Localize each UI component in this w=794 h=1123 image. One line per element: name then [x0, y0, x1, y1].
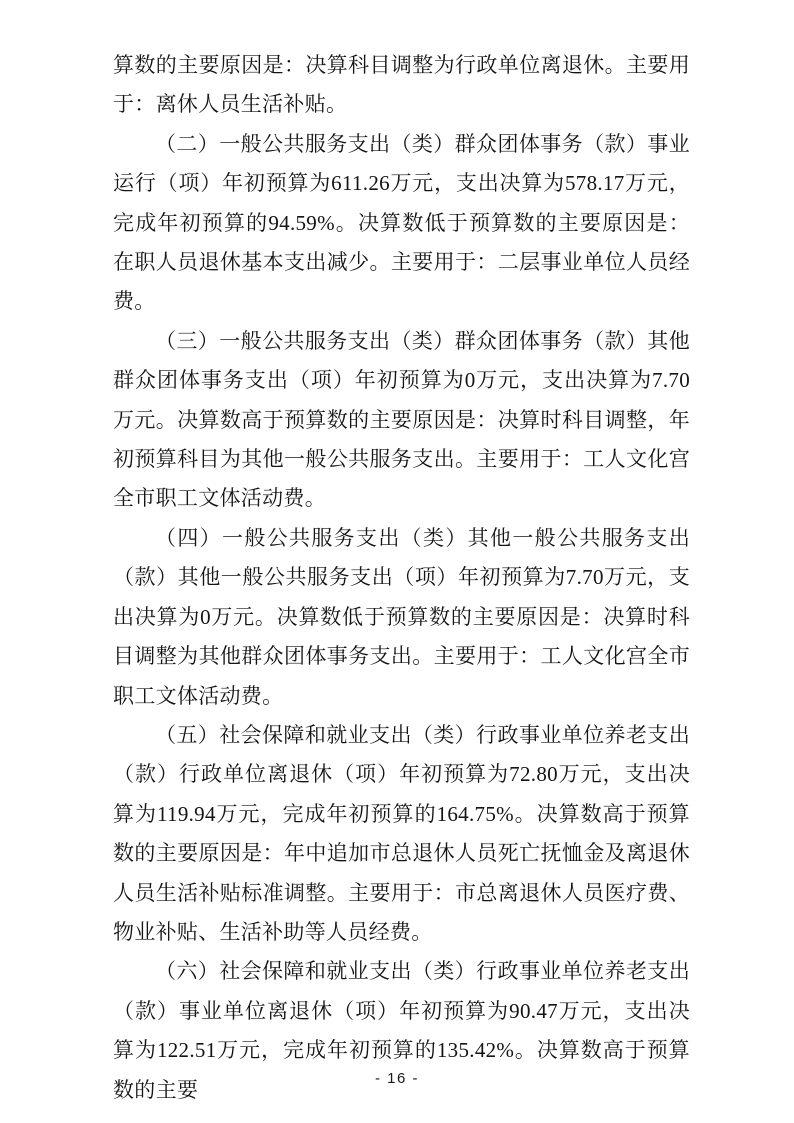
paragraph-item-5: （五）社会保障和就业支出（类）行政事业单位养老支出（款）行政单位离退休（项）年初预算为72.80万元，支出决算为119.94万元，完成年初预算的164.75%。决算数高于预算数的主要原因是：年中追加市总退休人员死亡抚恤金及离退休人员生活补贴标准调整。主要用于：市总离退休人员医疗费、物业补贴、生活补助等人员经费。 [113, 722, 690, 944]
document-body-text [113, 46, 690, 1110]
paragraph-item-3: （三）一般公共服务支出（类）群众团体事务（款）其他群众团体事务支出（项）年初预算为0万元，支出决算为7.70万元。决算数高于预算数的主要原因是：决算时科目调整，年初预算科目为其他一般公共服务支出。主要用于：工人文化宫全市职工文体活动费。 [113, 328, 690, 511]
page-number: - 16 - [374, 1070, 419, 1087]
paragraph-continuation: 算数的主要原因是：决算科目调整为行政单位离退休。主要用于：离休人员生活补贴。 [113, 53, 690, 117]
paragraph-item-2: （二）一般公共服务支出（类）群众团体事务（款）事业运行（项）年初预算为611.26万元，支出决算为578.17万元，完成年初预算的94.59%。决算数低于预算数的主要原因是：在职人员退休基本支出减少。主要用于：二层事业单位人员经费。 [113, 131, 690, 314]
paragraph-item-6: （六）社会保障和就业支出（类）行政事业单位养老支出（款）事业单位离退休（项）年初预算为90.47万元，支出决算为122.51万元，完成年初预算的135.42%。决算数高于预算数的主要 [113, 959, 690, 1102]
paragraph-item-4: （四）一般公共服务支出（类）其他一般公共服务支出（款）其他一般公共服务支出（项）年初预算为7.70万元，支出决算为0万元。决算数低于预算数的主要原因是：决算时科目调整为其他群众团体事务支出。主要用于：工人文化宫全市职工文体活动费。 [113, 525, 690, 708]
